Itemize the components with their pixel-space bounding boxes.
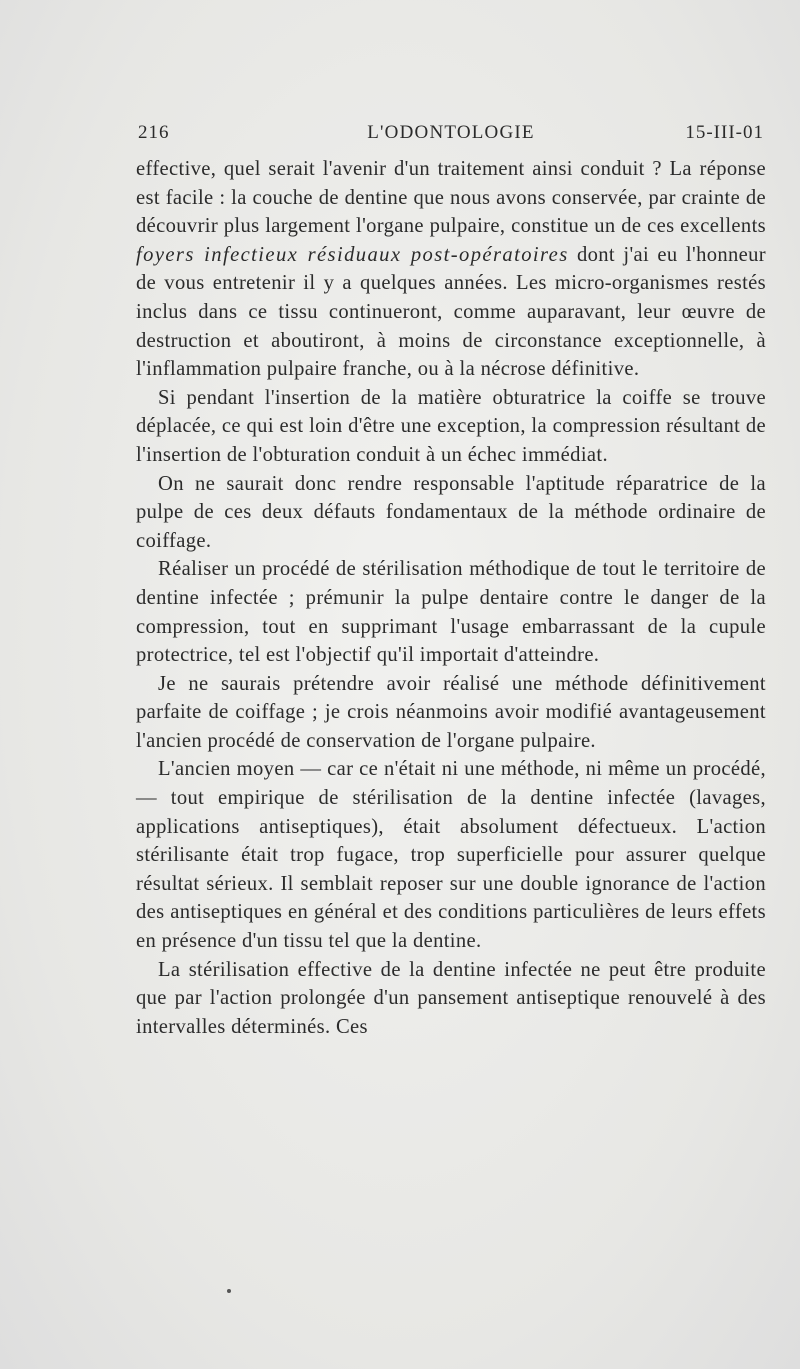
paragraph-1-text-after: dont j'ai eu l'honneur de vous entretenir il y a quelques années. Les micro-organismes restés inclus dans ce tissu continueront, comme auparavant, leur œuvre de destruction et aboutiront, à moins de circonstance exceptionnelle, à l'inflammation pulpaire franche, ou à la nécrose définitive. xyxy=(136,243,767,381)
article-body xyxy=(136,155,766,1041)
paragraph-2: Si pendant l'insertion de la matière obturatrice la coiffe se trouve déplacée, ce qui est loin d'être une exception, la compression résultant de l'insertion de l'obturation conduit à un échec immédiat. xyxy=(136,386,766,466)
page-number: 216 xyxy=(138,122,170,143)
issue-date: 15-III-01 xyxy=(685,122,764,143)
paragraph-5: Je ne saurais prétendre avoir réalisé une méthode définitivement parfaite de coiffage ; je crois néanmoins avoir modifié avantageusement l'ancien procédé de conservation de l'organe pulpaire. xyxy=(136,672,766,752)
ink-speck xyxy=(227,1289,231,1293)
paragraph-3: On ne saurait donc rendre responsable l'aptitude réparatrice de la pulpe de ces deux défauts fondamentaux de la méthode ordinaire de coiffage. xyxy=(136,472,766,552)
paragraph-1-text-before: effective, quel serait l'avenir d'un traitement ainsi conduit ? La réponse est facile : la couche de dentine que nous avons conservée, par crainte de découvrir plus largement l'organe pulpaire, constitue un de ces excellents xyxy=(136,158,766,238)
paragraph-7: La stérilisation effective de la dentine infectée ne peut être produite que par l'action prolongée d'un pansement antiseptique renouvelé à des intervalles déterminés. Ces xyxy=(136,958,766,1038)
paragraph-4: Réaliser un procédé de stérilisation méthodique de tout le territoire de dentine infectée ; prémunir la pulpe dentaire contre le danger de la compression, tout en supprimant l'usage embarrassant de la cupule protectrice, tel est l'objectif qu'il importait d'atteindre. xyxy=(136,558,766,667)
paragraph-1 xyxy=(136,155,766,384)
running-head xyxy=(138,122,764,148)
paragraph-6: L'ancien moyen — car ce n'était ni une méthode, ni même un procédé, — tout empirique de stérilisation de la dentine infectée (lavages, applications antiseptiques), était absolument défectueux. L'action stérilisante était trop fugace, trop superficielle pour assurer quelque résultat sérieux. Il semblait reposer sur une double ignorance de l'action des antiseptiques en général et des conditions particulières de leurs effets en présence d'un tissu tel que la dentine. xyxy=(136,758,766,953)
journal-title: L'ODONTOLOGIE xyxy=(367,122,535,143)
italic-phrase: foyers infectieux résiduaux post-opératoires xyxy=(136,243,569,266)
